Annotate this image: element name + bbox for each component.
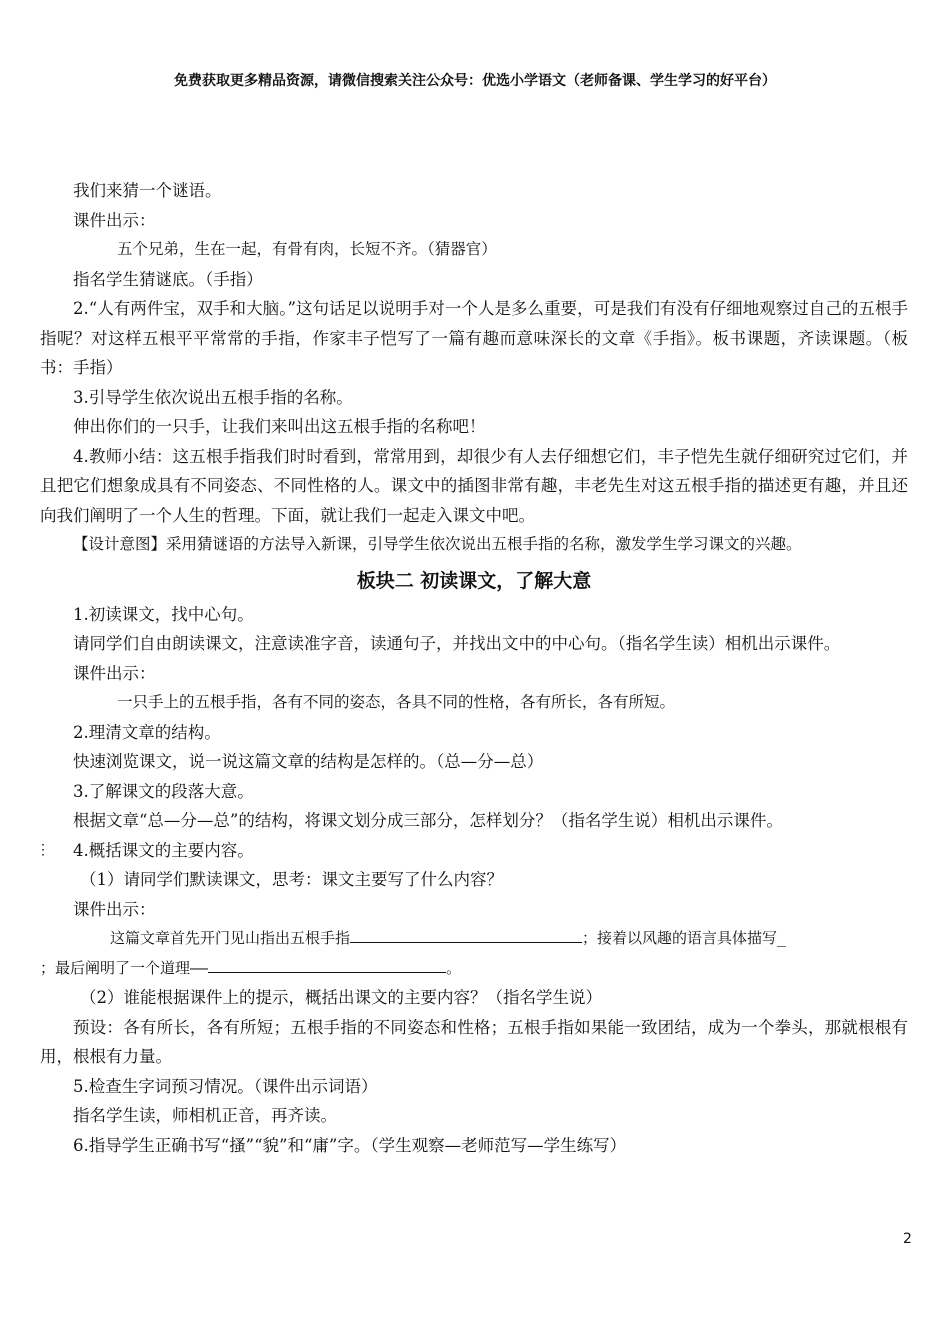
- paragraph-finger-names: 伸出你们的一只手，让我们来叫出这五根手指的名称吧！: [73, 417, 486, 436]
- fill-text-b: ；接着以风趣的语言具体描写_: [582, 929, 787, 947]
- paragraph-structure-question: 快速浏览课文，说一说这篇文章的结构是怎样的。（总—分—总）: [73, 752, 544, 771]
- paragraph-courseware-label-3: 课件出示：: [73, 899, 156, 919]
- paragraph-divide-parts: 根据文章“总—分—总”的结构，将课文划分成三部分，怎样划分？（指名学生说）相机出示课件。: [73, 811, 783, 830]
- fill-blank-2: [208, 954, 446, 973]
- paragraph-silent-read: （1）请同学们默读课文，思考：课文主要写了什么内容？: [80, 870, 503, 889]
- margin-marker: ⋮: [36, 841, 50, 858]
- paragraph-paragraph-meaning: 3.了解课文的段落大意。: [73, 781, 254, 801]
- section-title-block-2: 板块二 初读课文，了解大意: [356, 569, 592, 592]
- document-body: [36, 176, 908, 1160]
- paragraph-structure: 2.理清文章的结构。: [73, 722, 221, 742]
- paragraph-riddle-intro: 我们来猜一个谜语。: [73, 181, 222, 200]
- paragraph-main-content: 4.概括课文的主要内容。: [73, 840, 254, 860]
- paragraph-riddle-answer: 指名学生猜谜底。（手指）: [73, 269, 263, 289]
- paragraph-step-3: 3.引导学生依次说出五根手指的名称。: [73, 387, 353, 407]
- main-content-row: [36, 836, 908, 866]
- paragraph-courseware-label: 课件出示：: [73, 210, 156, 230]
- paragraph-read-instructions: 请同学们自由朗读课文，注意读准字音，读通句子，并找出文中的中心句。（指名学生读）相机出示课件。: [73, 634, 841, 653]
- fill-in-line-2: [40, 954, 908, 984]
- paragraph-preset-answer: 预设：各有所长，各有所短；五根手指的不同姿态和性格；五根手指如果能一致团结，成为一个拳头，那就根根有用，根根有力量。: [40, 1017, 908, 1066]
- page-header-banner: 免费获取更多精品资源，请微信搜索关注公众号：优选小学语文（老师备课、学生学习的好平台）: [174, 73, 776, 89]
- center-sentence-quote: 一只手上的五根手指，各有不同的姿态，各具不同的性格，各有所长，各有所短。: [117, 693, 676, 711]
- paragraph-courseware-label-2: 课件出示：: [73, 663, 156, 683]
- fill-text-c: ；最后阐明了一个道理——: [40, 958, 209, 977]
- fill-text-a: 这篇文章首先开门见山指出五根手指: [110, 929, 351, 947]
- paragraph-read-find-center: 1.初读课文，找中心句。: [73, 604, 254, 624]
- fill-blank-1: [350, 924, 582, 943]
- paragraph-step-2: 2.“人有两件宝，双手和大脑。”这句话足以说明手对一个人是多么重要，可是我们有没有仔细地观察过自己的五根手指呢？对这样五根平平常常的手指，作家丰子恺写了一篇有趣而意味深长的文章《手指》。板书课题，齐读课题。（板书：手指）: [40, 299, 908, 377]
- paragraph-step-6: 6.指导学生正确书写“搔”“貌”和“庸”字。（学生观察—老师范写—学生练写）: [73, 1135, 627, 1155]
- fill-in-line-1: [40, 924, 908, 954]
- page-number: 2: [903, 1231, 912, 1247]
- paragraph-step-4-summary: 4.教师小结：这五根手指我们时时看到，常常用到，却很少有人去仔细想它们，丰子恺先生就仔细研究过它们，并且把它们想象成具有不同姿态、不同性格的人。课文中的插图非常有趣，丰老先生对这五根手指的描述更有趣，并且还向我们阐明了一个人生的哲理。下面，就让我们一起走入课文中吧。: [40, 446, 908, 525]
- paragraph-read-correct: 指名学生读，师相机正音，再齐读。: [73, 1106, 337, 1125]
- fill-text-d: 。: [446, 958, 462, 977]
- riddle-quote: 五个兄弟，生在一起，有骨有肉，长短不齐。（猜器官）: [117, 240, 497, 258]
- paragraph-summarize: （2）谁能根据课件上的提示，概括出课文的主要内容？（指名学生说）: [80, 988, 602, 1007]
- design-intent: 【设计意图】采用猜谜语的方法导入新课，引导学生依次说出五根手指的名称，激发学生学习课文的兴趣。: [73, 535, 802, 553]
- paragraph-step-5: 5.检查生字词预习情况。（课件出示词语）: [73, 1076, 378, 1096]
